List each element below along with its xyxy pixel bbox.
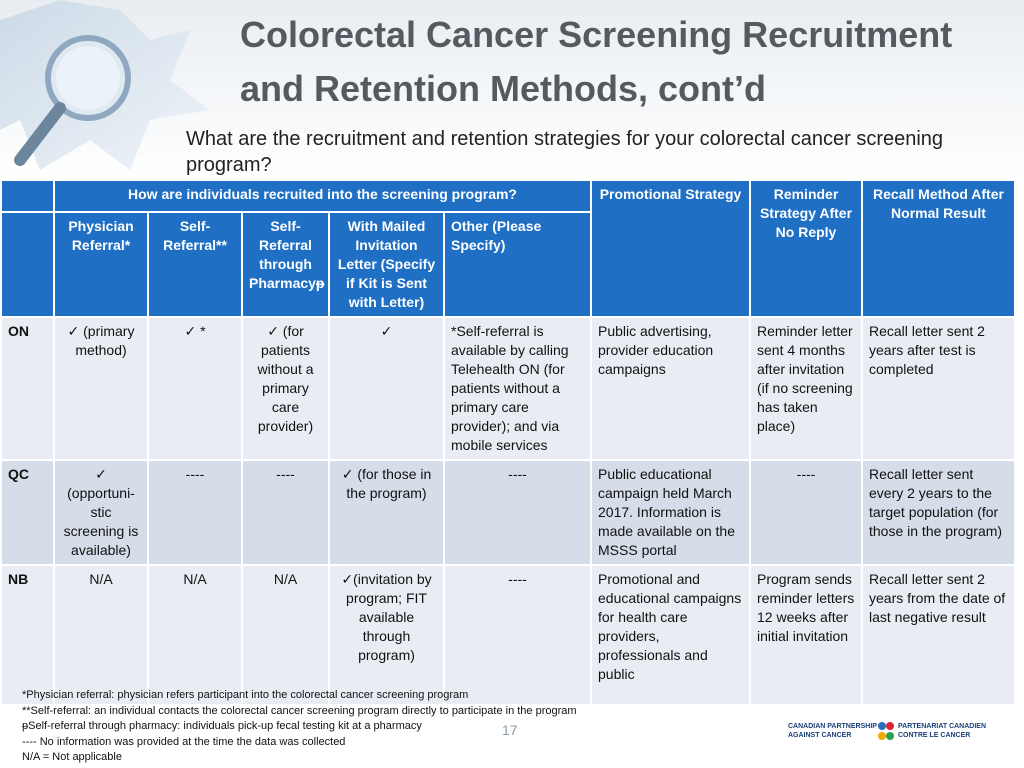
footnote-pharmacy: ᵽSelf-referral through pharmacy: individuals pick-up fecal testing kit at a pharmacy	[22, 720, 422, 732]
pharmacy-cell: ----	[242, 460, 329, 565]
physician-header: Physician Referral*	[54, 212, 148, 317]
row-label: QC	[1, 460, 54, 565]
mailed-invitation-cell: ✓ (for those in the program)	[329, 460, 444, 565]
reminder-cell: Reminder letter sent 4 months after invitation (if no screening has taken place)	[750, 317, 862, 460]
pharmacy-cell: ✓ (for patients without a primary care provider)	[242, 317, 329, 460]
corner-subheader-cell	[1, 212, 54, 317]
pharmacy-cell: N/A	[242, 565, 329, 705]
row-label: NB	[1, 565, 54, 705]
self-referral-cell: N/A	[148, 565, 242, 705]
reminder-cell: ----	[750, 460, 862, 565]
physician-cell: ✓ (opportuni-stic screening is available)	[54, 460, 148, 565]
recall-cell: Recall letter sent 2 years from the date of last negative result	[862, 565, 1015, 705]
page-title	[240, 8, 1010, 116]
footnote-na: N/A = Not applicable	[22, 751, 122, 763]
corner-header-cell	[1, 180, 54, 212]
footnote-physician: *Physician referral: physician refers participant into the colorectal cancer screening program	[22, 689, 469, 701]
other-header: Other (Please Specify)	[444, 212, 591, 317]
page-number: 17	[502, 722, 518, 738]
physician-cell: N/A	[54, 565, 148, 705]
promo-cell: Promotional and educational campaigns for health care providers, professionals and public	[591, 565, 750, 705]
recruitment-table	[0, 179, 1016, 706]
group-header: How are individuals recruited into the screening program?	[54, 180, 591, 212]
footnote-no-info: ---- No information was provided at the time the data was collected	[22, 735, 346, 748]
mailed-invitation-header: With Mailed Invitation Letter (Specify if Kit is Sent with Letter)	[329, 212, 444, 317]
other-cell: ----	[444, 460, 591, 565]
reminder-header: Reminder Strategy After No Reply	[750, 180, 862, 317]
table-row	[1, 460, 1015, 565]
table-row	[1, 565, 1015, 705]
partner-name-fr: PARTENARIAT CANADIEN CONTRE LE CANCER	[898, 723, 987, 739]
self-referral-header: Self-Referral**	[148, 212, 242, 317]
physician-cell: ✓ (primary method)	[54, 317, 148, 460]
pharmacy-header: Self-Referral through Pharmacyᵽ	[242, 212, 329, 317]
partnership-emblem-icon	[876, 720, 896, 744]
other-cell: ----	[444, 565, 591, 705]
partner-logo	[788, 720, 988, 744]
title-line-2: and Retention Methods, cont’d	[240, 68, 766, 109]
recall-header: Recall Method After Normal Result	[862, 180, 1015, 317]
partner-name-en: CANADIAN PARTNERSHIP AGAINST CANCER	[788, 723, 877, 739]
self-referral-cell: ----	[148, 460, 242, 565]
promo-cell: Public educational campaign held March 2017. Information is made available on the MSSS portal	[591, 460, 750, 565]
footnote-self-referral: **Self-referral: an individual contacts the colorectal cancer screening program directly to participate in the program	[22, 704, 577, 717]
recall-cell: Recall letter sent 2 years after test is completed	[862, 317, 1015, 460]
recall-cell: Recall letter sent every 2 years to the target population (for those in the program)	[862, 460, 1015, 565]
mailed-invitation-cell: ✓	[329, 317, 444, 460]
title-line-1: Colorectal Cancer Screening Recruitment	[240, 14, 953, 55]
row-label: ON	[1, 317, 54, 460]
promo-header: Promotional Strategy	[591, 180, 750, 317]
self-referral-cell: ✓ *	[148, 317, 242, 460]
mailed-invitation-cell: ✓(invitation by program; FIT available through program)	[329, 565, 444, 705]
promo-cell: Public advertising, provider education campaigns	[591, 317, 750, 460]
table-row	[1, 317, 1015, 460]
question-text: What are the recruitment and retention strategies for your colorectal cancer screening program?	[186, 128, 944, 176]
other-cell: *Self-referral is available by calling Telehealth ON (for patients without a primary care provider); and via mobile services	[444, 317, 591, 460]
reminder-cell: Program sends reminder letters 12 weeks after initial invitation	[750, 565, 862, 705]
footnotes	[22, 688, 662, 766]
